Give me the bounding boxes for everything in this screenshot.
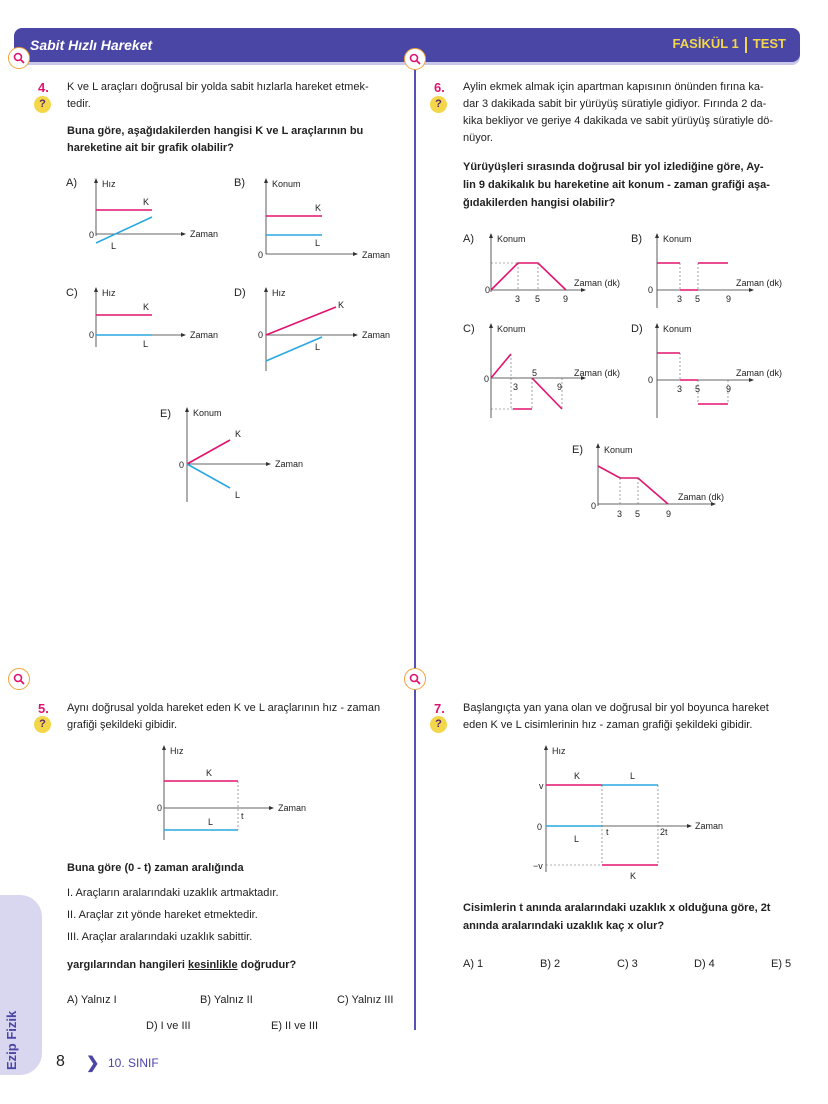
series-label: L: [111, 241, 117, 251]
q7-ask-line1: Cisimlerin t anında aralarındaki uzaklık x olduğuna göre, 2t: [463, 902, 771, 914]
answer-choice[interactable]: D) I ve III: [146, 1020, 191, 1032]
axis-label: Hız: [102, 179, 116, 189]
series-label: K: [315, 203, 322, 213]
origin-label: 0: [537, 822, 543, 832]
q4-stem-line2: tedir.: [67, 98, 91, 110]
q6-graph-d: [646, 320, 796, 420]
q7-velocity-graph: [530, 742, 730, 887]
search-icon[interactable]: [404, 48, 426, 70]
axis-label: Hız: [272, 288, 286, 298]
tick-label: 3: [677, 294, 683, 304]
tick-label: 9: [726, 384, 732, 394]
origin-label: 0: [179, 460, 185, 470]
tick-label: 3: [515, 294, 521, 304]
tick-label: 2t: [660, 827, 668, 837]
series-label: K: [206, 768, 213, 778]
q5-question-post: doğrudur?: [237, 959, 297, 971]
tick-label: 5: [695, 294, 701, 304]
origin-label: 0: [484, 374, 490, 384]
axis-label: Hız: [102, 288, 116, 298]
origin-label: 0: [258, 250, 264, 260]
answer-choice[interactable]: E) 5: [771, 958, 792, 970]
axis-label: Konum: [272, 179, 301, 189]
question-number: 5.: [38, 701, 49, 716]
series-label: K: [143, 302, 150, 312]
tick-label: 3: [617, 509, 623, 519]
axis-label: Konum: [497, 234, 526, 244]
q4-ask-line2: hareketine ait bir grafik olabilir?: [67, 142, 234, 154]
axis-label: Zaman (dk): [736, 368, 783, 378]
q6-graph-a: [482, 230, 627, 310]
tick-label: 5: [635, 509, 641, 519]
axis-label: Konum: [604, 445, 633, 455]
axis-label: Konum: [663, 324, 692, 334]
option-label[interactable]: A): [463, 233, 474, 245]
axis-label: Zaman: [362, 330, 391, 340]
q7-ask-line2: anında aralarındaki uzaklık kaç x olur?: [463, 920, 665, 932]
tick-label: 3: [677, 384, 683, 394]
tick-label: −v: [533, 861, 543, 871]
q4-graph-b: [252, 176, 402, 266]
series-label: L: [574, 834, 580, 844]
q5-question: [67, 957, 296, 974]
series-label: L: [208, 817, 214, 827]
axis-label: Zaman (dk): [678, 492, 725, 502]
q5-stem-line2: grafiği şekildeki gibidir.: [67, 719, 178, 731]
question-number: 6.: [434, 80, 445, 95]
option-label[interactable]: D): [234, 287, 246, 299]
series-label: K: [235, 429, 242, 439]
axis-label: Zaman (dk): [736, 278, 783, 288]
option-label[interactable]: C): [66, 287, 78, 299]
q4-graph-a: [80, 176, 230, 256]
origin-label: 0: [591, 501, 597, 511]
q5-question-key: kesinlikle: [188, 959, 238, 971]
tick-label: 9: [557, 382, 563, 392]
option-label[interactable]: B): [234, 177, 245, 189]
series-label: L: [630, 771, 636, 781]
axis-label: Zaman: [695, 821, 724, 831]
tick-label: 5: [532, 368, 538, 378]
q5-stem-line1: Aynı doğrusal yolda hareket eden K ve L araçlarının hız - zaman: [67, 702, 381, 714]
axis-label: Zaman: [278, 803, 307, 813]
origin-label: 0: [89, 230, 95, 240]
q6-ask-line2: lin 9 dakikalık bu hareketine ait konum - zaman grafiği aşa-: [463, 179, 770, 191]
tick-label: 9: [666, 509, 672, 519]
axis-label: Hız: [552, 746, 566, 756]
answer-choice[interactable]: B) Yalnız II: [200, 994, 253, 1006]
origin-label: 0: [648, 285, 654, 295]
hint-icon[interactable]: ?: [430, 716, 447, 733]
tick-label: 3: [513, 382, 519, 392]
option-label[interactable]: E): [572, 444, 583, 456]
search-icon[interactable]: [8, 47, 30, 69]
q4-stem-line1: K ve L araçları doğrusal bir yolda sabit hızlarla hareket etmek-: [67, 81, 369, 93]
hint-icon[interactable]: ?: [34, 716, 51, 733]
series-label: L: [315, 342, 321, 352]
q6-stem-line1: Aylin ekmek almak için apartman kapısının önünden fırına ka-: [463, 81, 764, 93]
q6-stem-line3: kika bekliyor ve geriye 4 dakikada ve sabit yürüyüş süratiyle dö-: [463, 115, 773, 127]
test-label: TEST: [752, 36, 786, 51]
axis-label: Konum: [497, 324, 526, 334]
fasikul-label: FASİKÜL 1: [672, 36, 739, 51]
tick-label: 5: [695, 384, 701, 394]
answer-choice[interactable]: A) 1: [463, 958, 484, 970]
q4-ask-line1: Buna göre, aşağıdakilerden hangisi K ve L araçlarının bu: [67, 125, 364, 137]
series-label: K: [574, 771, 581, 781]
axis-label: Zaman: [190, 330, 219, 340]
q6-ask-line1: Yürüyüşleri sırasında doğrusal bir yol izlediğine göre, Ay-: [463, 161, 764, 173]
q6-stem-line2: dar 3 dakikada sabit bir yürüyüş süratiyle gidiyor. Fırında 2 da-: [463, 98, 767, 110]
option-label[interactable]: C): [463, 323, 475, 335]
hint-icon[interactable]: ?: [34, 96, 51, 113]
answer-choice[interactable]: E) II ve III: [271, 1020, 319, 1032]
series-label: K: [143, 197, 150, 207]
origin-label: 0: [648, 375, 654, 385]
option-label[interactable]: D): [631, 323, 643, 335]
q5-velocity-graph: [152, 742, 322, 842]
q4-graph-d: [252, 285, 402, 375]
q5-statement-3: III. Araçlar aralarındaki uzaklık sabittir.: [67, 931, 253, 943]
q6-graph-e: [588, 440, 748, 525]
option-label[interactable]: B): [631, 233, 642, 245]
tick-label: 9: [726, 294, 732, 304]
brand-logo: Ezip Fizik: [4, 1010, 19, 1070]
q5-question-pre: yargılarından hangileri: [67, 959, 189, 971]
origin-label: 0: [157, 803, 163, 813]
origin-label: 0: [485, 285, 491, 295]
series-label: L: [315, 238, 321, 248]
answer-choice[interactable]: B) 2: [540, 958, 561, 970]
q6-ask-line3: ğıdakilerden hangisi olabilir?: [463, 197, 616, 209]
axis-label: Konum: [663, 234, 692, 244]
question-number: 4.: [38, 80, 49, 95]
tick-label: 5: [535, 294, 541, 304]
search-icon[interactable]: [8, 668, 30, 690]
axis-label: Zaman (dk): [574, 278, 621, 288]
axis-label: Zaman: [190, 229, 219, 239]
axis-label: Zaman (dk): [574, 368, 621, 378]
fasikul-badge: [673, 36, 786, 53]
q6-graph-b: [646, 230, 796, 310]
q4-graph-e: [175, 404, 325, 504]
q7-stem-line1: Başlangıçta yan yana olan ve doğrusal bir yol boyunca hareket: [463, 702, 769, 714]
axis-label: Hız: [170, 746, 184, 756]
option-label[interactable]: E): [160, 408, 171, 420]
tick-label: t: [606, 827, 609, 837]
q4-graph-c: [80, 285, 230, 355]
q5-statement-1: I. Araçların aralarındaki uzaklık artmaktadır.: [67, 887, 279, 899]
search-icon[interactable]: [404, 668, 426, 690]
answer-choice[interactable]: C) 3: [617, 958, 638, 970]
series-label: K: [338, 300, 345, 310]
q5-statement-2: II. Araçlar zıt yönde hareket etmektedir.: [67, 909, 258, 921]
question-number: 7.: [434, 701, 445, 716]
tick-label: 9: [563, 294, 569, 304]
tick-label: v: [539, 781, 544, 791]
axis-label: Konum: [193, 408, 222, 418]
q7-stem-line2: eden K ve L cisimlerinin hız - zaman grafiği şekildeki gibidir.: [463, 719, 753, 731]
column-divider: [414, 58, 416, 1030]
q6-stem-line4: nüyor.: [463, 132, 493, 144]
origin-label: 0: [89, 330, 95, 340]
answer-choice[interactable]: C) Yalnız III: [337, 994, 394, 1006]
series-label: K: [630, 871, 637, 881]
origin-label: 0: [258, 330, 264, 340]
q5-ask: Buna göre (0 - t) zaman aralığında: [67, 862, 244, 874]
axis-label: Zaman: [275, 459, 304, 469]
chevron-right-icon: ❯: [86, 1055, 100, 1072]
section-title: Sabit Hızlı Hareket: [30, 37, 153, 53]
series-label: L: [235, 490, 241, 500]
answer-choice[interactable]: A) Yalnız I: [67, 994, 117, 1006]
hint-icon[interactable]: ?: [430, 96, 447, 113]
series-label: L: [143, 339, 149, 349]
page-number: 8: [56, 1053, 65, 1070]
option-label[interactable]: A): [66, 177, 77, 189]
grade-label: 10. SINIF: [108, 1056, 159, 1070]
answer-choice[interactable]: D) 4: [694, 958, 715, 970]
axis-label: Zaman: [362, 250, 391, 260]
q6-graph-c: [482, 320, 627, 420]
tick-label: t: [241, 811, 244, 821]
